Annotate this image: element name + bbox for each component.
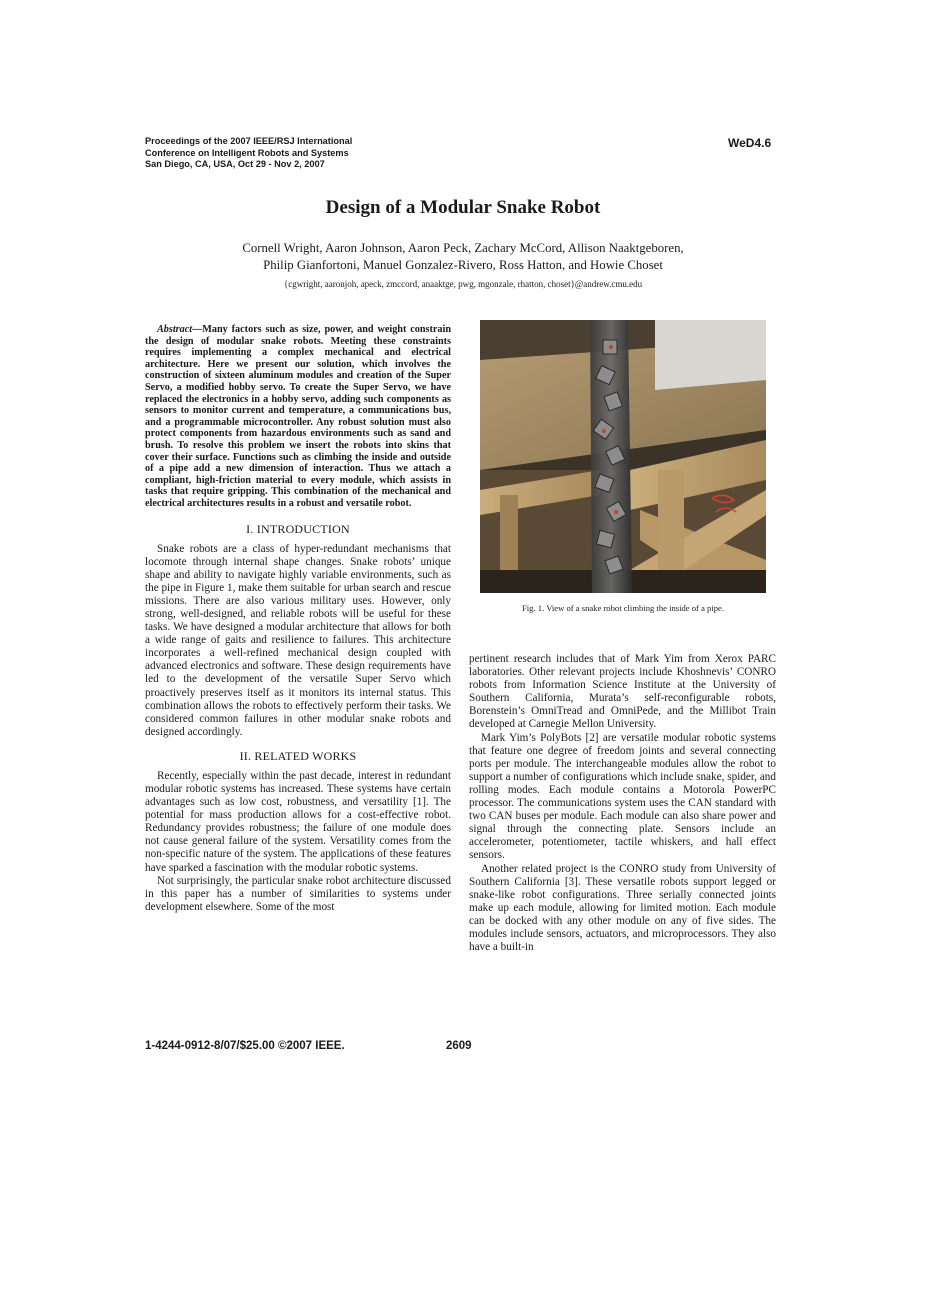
section-heading-related-works: II. RELATED WORKS <box>239 748 357 763</box>
abstract-text: —Many factors such as size, power, and weight constrain the design of modular snake robots. Meeting these constraints requires implementing a complex mechanical and electrical architecture. Here we present our solution, which involves the construction of sixteen aluminum modules and creation of the Super Servo, a modified hobby servo. To create the Super Servo, we have replaced the electronics in a hobby servo, adding such components as sensors to monitor current and temperature, a communications bus, and a programmable microcontroller. Any robust solution must also protect components from hazardous environments such as sand and brush. To resolve this problem we insert the robots into skins that cover their surface. Functions such as climbing the inside and outside of a pipe add a new dimension of interaction. Thus we attach a compliant, high-friction material to every module, which assists in tasks that require gripping. This combination of the mechanical and electrical architectures results in a robust and versatile robot. <box>145 324 451 509</box>
copyright-notice: 1-4244-0912-8/07/$25.00 ©2007 IEEE. <box>145 1040 345 1052</box>
abstract-label: Abstract <box>157 324 193 335</box>
abstract <box>145 324 451 510</box>
conference-line: Conference on Intelligent Robots and Systems <box>145 147 349 158</box>
figure-photo <box>480 320 766 593</box>
left-column <box>145 324 451 914</box>
paragraph: Another related project is the CONRO study from University of Southern California [3]. These versatile robots support legged or snake-like robot configurations. Three serially connected joints make up each module, allowing for limited motion. Each module can be docked with any other module on any of five sides. The modules include sensors, actuators, and microprocessors. They also have a built-in <box>469 862 776 954</box>
paper-title: Design of a Modular Snake Robot <box>325 197 601 218</box>
author-list <box>145 240 781 274</box>
session-code: WeD4.6 <box>728 136 772 150</box>
paragraph: Not surprisingly, the particular snake robot architecture discussed in this paper has a number of similarities to systems under development elsewhere. Some of the most <box>145 874 451 913</box>
right-column <box>469 653 776 954</box>
conference-header <box>145 136 352 171</box>
paragraph: pertinent research includes that of Mark Yim from Xerox PARC laboratories. Other relevant projects include Khoshnevis’ CONRO robots from Information Science Institute at the University of Southern California, Murata’s self-reconfigurable robots, Borenstein’s OmniTread and OmniPede, and the Millibot Train developed at Carnegie Mellon University. <box>469 653 776 731</box>
conference-line: Proceedings of the 2007 IEEE/RSJ International <box>145 136 353 146</box>
paragraph: Recently, especially within the past decade, interest in redundant modular robotic systems has increased. These systems have certain advantages such as low cost, robustness, and versatility [1]. The potential for mass production allows for a cost-effective robot. Redundancy provides robustness; the failure of one module does not cause general failure of the system. Versatility comes from the non-specific nature of the system. The applications of these features have sparked a fascination with the modular robotic systems. <box>145 769 451 874</box>
paragraph: Mark Yim’s PolyBots [2] are versatile modular robotic systems that feature one degree of freedom joints and several connecting ports per module. The interchangeable modules allow the robot to support a number of configurations which include snake, spider, and rolling modes. Each module contains a Motorola PowerPC processor. The communications system uses the CAN standard with two CAN buses per module. Each module can also share power and signal through the connecting plate. Sensors include an accelerometer, potentiometer, tactile whiskers, and hall effect sensors. <box>469 731 776 862</box>
snake-robot-photo <box>480 320 766 593</box>
author-line: Philip Gianfortoni, Manuel Gonzalez-Rivero, Ross Hatton, and Howie Choset <box>263 258 663 272</box>
paragraph: Snake robots are a class of hyper-redundant mechanisms that locomote through internal shape changes. Snake robots’ unique shape and ability to navigate highly variable environments, such as the pipe in Figure 1, make them suitable for urban search and rescue missions. There are also various military uses. However, only strong, well-designed, and reliable robots will be useful for these tasks. We have designed a modular architecture that allows for both a wide range of gaits and resilience to failures. This architecture incorporates a well-refined mechanical design coupled with advanced electronics and software. These design requirements have led to the development of the versatile Super Servo which proactively preserves itself as it monitors its internal status. This combination allows the robots to effectively perform their tasks. We considered common failures in other modular snake robots and designed accordingly. <box>145 542 451 738</box>
page-number: 2609 <box>446 1040 472 1052</box>
author-emails: {cgwright, aaronjoh, apeck, zmccord, anaaktge, pwg, mgonzale, rhatton, choset}@andrew.cmu.edu <box>283 279 643 289</box>
conference-line: San Diego, CA, USA, Oct 29 - Nov 2, 2007 <box>145 159 325 169</box>
figure-caption: Fig. 1. View of a snake robot climbing the inside of a pipe. <box>522 603 724 613</box>
author-line: Cornell Wright, Aaron Johnson, Aaron Peck, Zachary McCord, Allison Naaktgeboren, <box>242 241 684 255</box>
section-heading-introduction: I. INTRODUCTION <box>246 521 350 536</box>
